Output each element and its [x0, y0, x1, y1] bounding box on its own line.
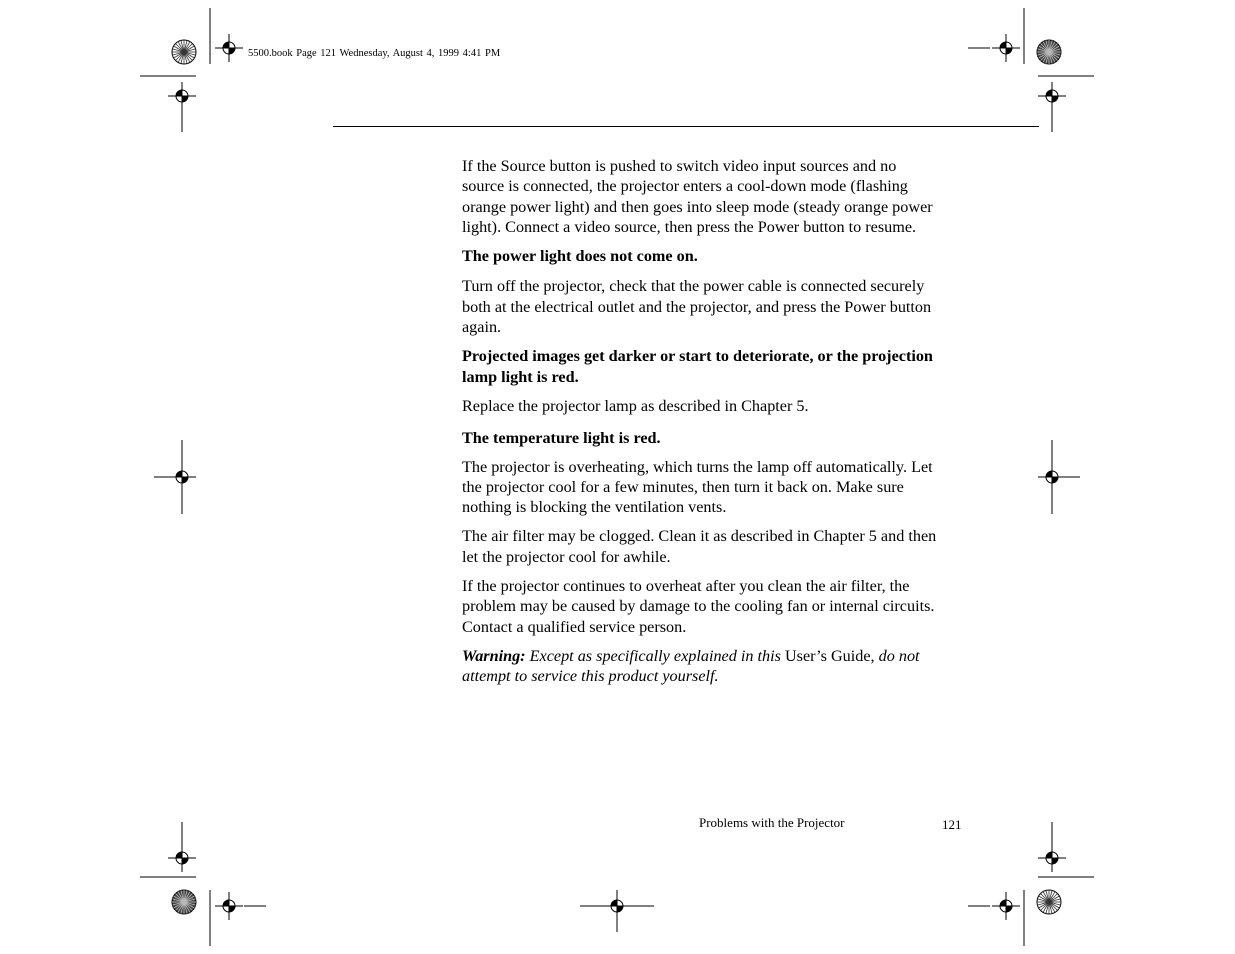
registration-target-icon: [992, 892, 1020, 920]
starburst-icon: [172, 890, 196, 914]
starburst-icon: [1037, 890, 1061, 914]
section-paragraph: The projector is overheating, which turns the lamp off automatically. Let the projector cool for a few minutes, then turn it back on. Make sure nothing is blocking the ventilation vents.: [462, 457, 933, 517]
main-content: [462, 156, 942, 687]
warning-note: [462, 646, 942, 687]
print-header-slug: 5500.book Page 121 Wednesday, August 4, 1999 4:41 PM: [248, 48, 501, 59]
section-heading-lamp: Projected images get darker or start to deteriorate, or the projection lamp light is red.: [462, 347, 933, 386]
starburst-icon: [1037, 40, 1061, 64]
section-heading-power-light: The power light does not come on.: [462, 247, 698, 266]
intro-paragraph: If the Source button is pushed to switch video input sources and no source is connected, the projector enters a cool-down mode (flashing orange power light) and then goes into sleep mode (steady orange power light). Connect a video source, then press the Power button to resume.: [462, 157, 933, 236]
section-paragraph: The air filter may be clogged. Clean it as described in Chapter 5 and then let the projector cool for awhile.: [462, 527, 937, 566]
registration-target-icon: [215, 34, 243, 62]
section-paragraph: If the projector continues to overheat after you clean the air filter, the problem may be caused by damage to the cooling fan or internal circuits. Contact a qualified service person.: [462, 577, 935, 636]
footer-chapter-title: Problems with the Projector: [699, 815, 845, 830]
header-rule: [333, 126, 1039, 127]
section-paragraph: Turn off the projector, check that the power cable is connected securely both at the electrical outlet and the projector, and press the Power button again.: [462, 277, 932, 337]
warning-text-before: Except as specifically explained in this: [529, 646, 781, 665]
starburst-icon: [172, 40, 196, 64]
warning-label: Warning:: [462, 646, 526, 665]
warning-text-after: do not attempt to service this product yourself.: [462, 646, 920, 686]
registration-target-icon: [992, 34, 1020, 62]
section-heading-temperature: The temperature light is red.: [462, 429, 661, 448]
registration-target-icon: [215, 892, 243, 920]
warning-book-title: User’s Guide,: [784, 646, 875, 665]
section-paragraph: Replace the projector lamp as described in Chapter 5.: [462, 396, 809, 415]
page-number: 121: [942, 817, 962, 832]
